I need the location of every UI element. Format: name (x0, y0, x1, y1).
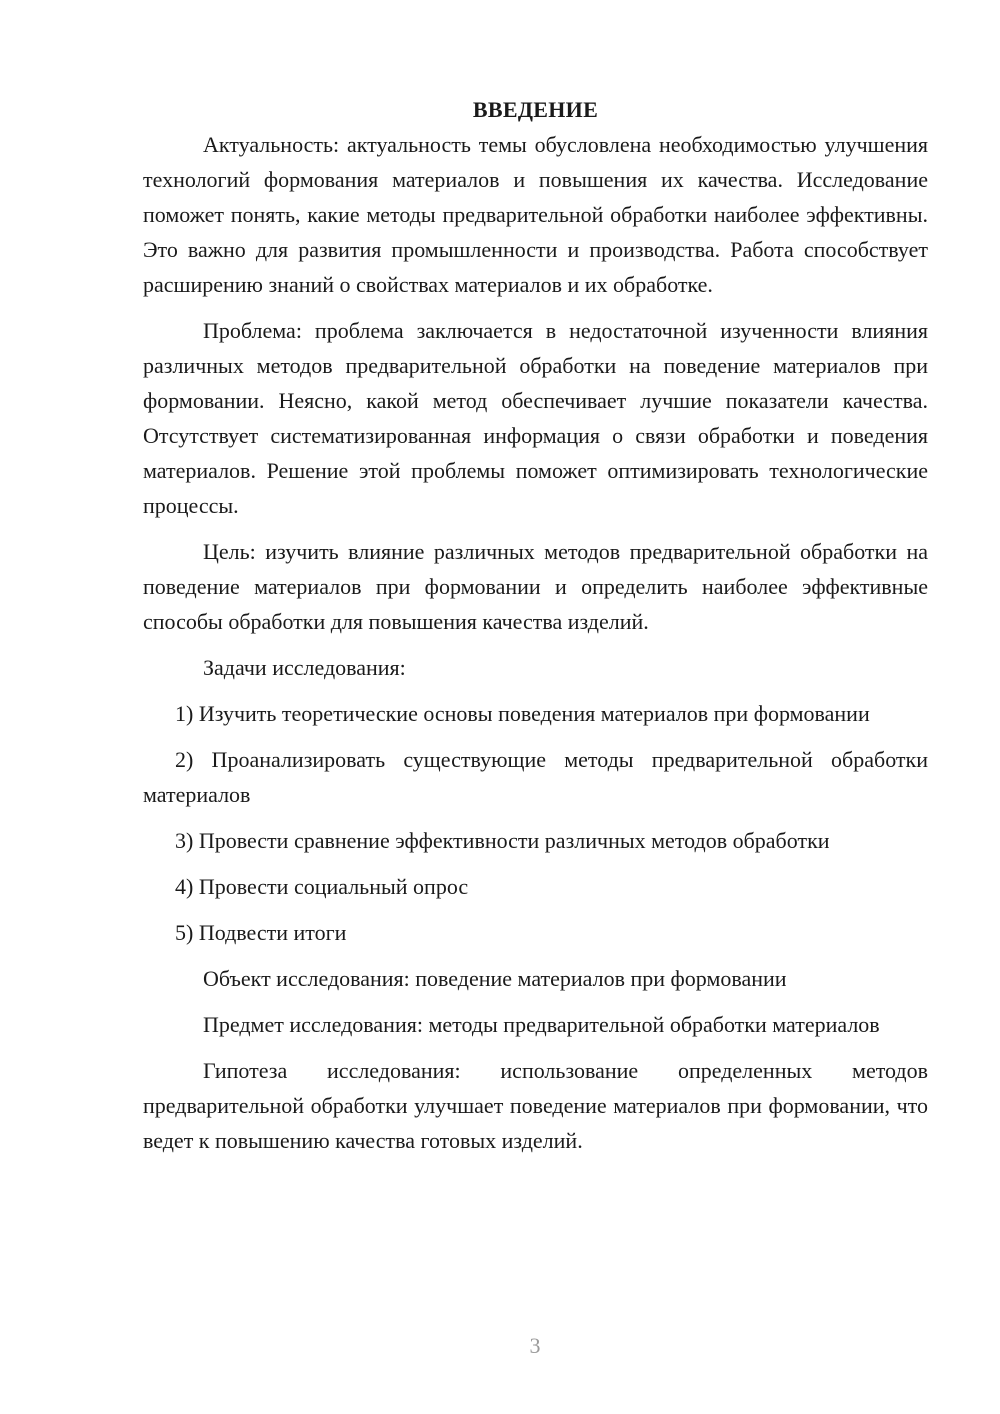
task-item-1: 1) Изучить теоретические основы поведения материалов при формовании (175, 701, 870, 726)
page-content (143, 92, 928, 1158)
hypothesis-paragraph: Гипотеза исследования: использование определенных методов предварительной обработки улучшает поведение материалов при формовании, что ведет к повышению качества готовых изделий. (143, 1058, 928, 1153)
tasks-heading: Задачи исследования: (203, 655, 406, 680)
task-item-3: 3) Провести сравнение эффективности различных методов обработки (175, 828, 830, 853)
task-item-2: 2) Проанализировать существующие методы предварительной обработки материалов (143, 747, 928, 807)
relevance-paragraph: Актуальность: актуальность темы обусловлена необходимостью улучшения технологий формования материалов и повышения их качества. Исследование поможет понять, какие методы предварительной обработки наиболее эффективны. Это важно для развития промышленности и производства. Работа способствует расширению знаний о свойствах материалов и их обработке. (143, 132, 928, 297)
problem-paragraph: Проблема: проблема заключается в недостаточной изученности влияния различных методов предварительной обработки на поведение материалов при формовании. Неясно, какой метод обеспечивает лучшие показатели качества. Отсутствует систематизированная информация о связи обработки и поведения материалов. Решение этой проблемы поможет оптимизировать технологические процессы. (143, 318, 928, 518)
task-item-5: 5) Подвести итоги (175, 920, 347, 945)
task-item-4: 4) Провести социальный опрос (175, 874, 469, 899)
page-title: ВВЕДЕНИЕ (472, 97, 599, 122)
goal-paragraph: Цель: изучить влияние различных методов предварительной обработки на поведение материалов при формовании и определить наиболее эффективные способы обработки для повышения качества изделий. (143, 539, 928, 634)
subject-paragraph: Предмет исследования: методы предварительной обработки материалов (203, 1012, 880, 1037)
page-number: 3 (529, 1333, 541, 1358)
object-paragraph: Объект исследования: поведение материалов при формовании (203, 966, 787, 991)
